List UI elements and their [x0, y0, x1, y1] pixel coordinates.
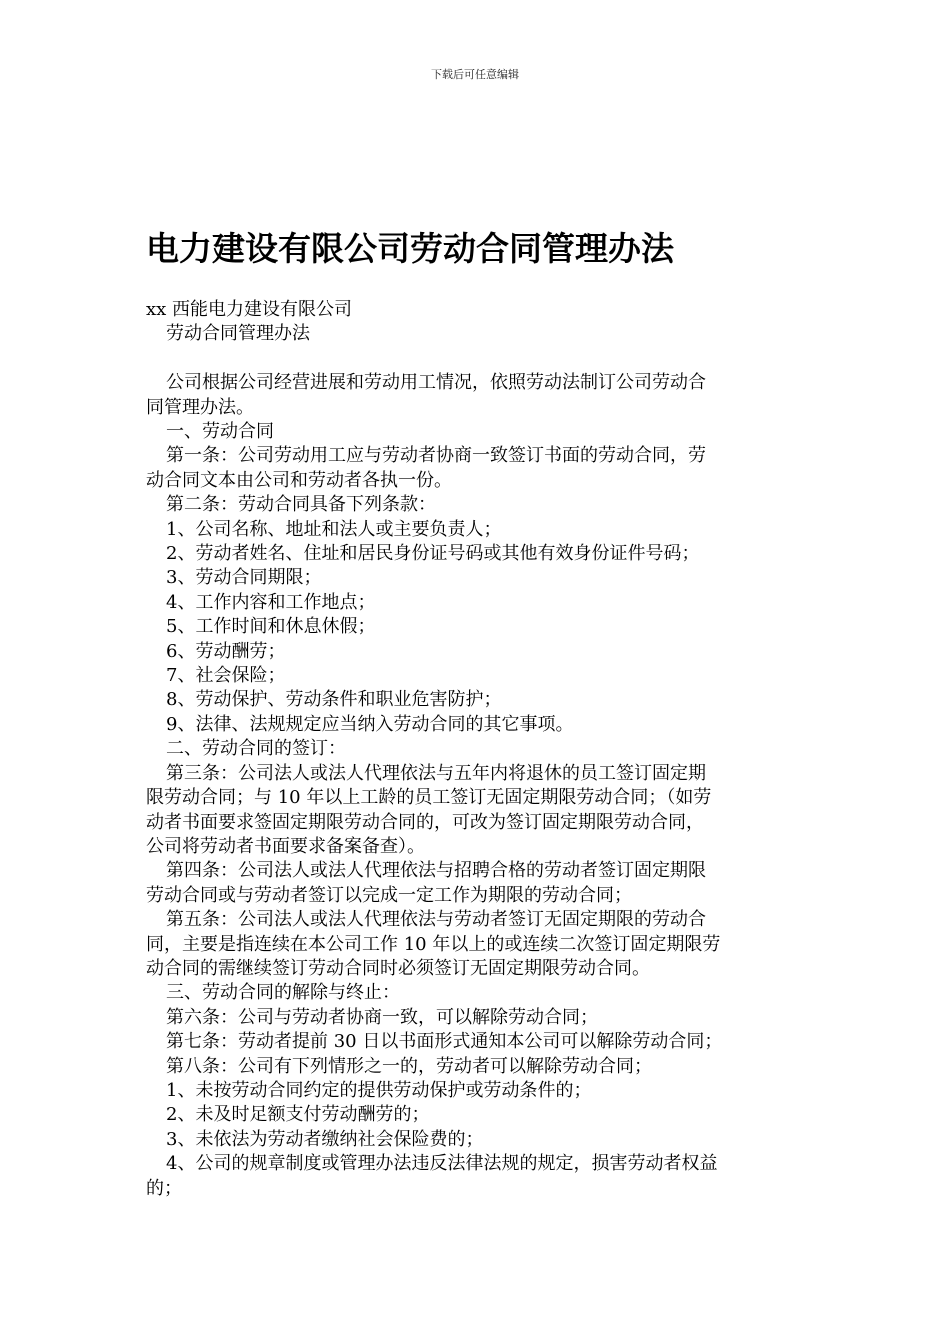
list-item: 4、工作内容和工作地点；	[166, 591, 376, 613]
list-item: 1、公司名称、地址和法人或主要负责人；	[166, 518, 502, 540]
list-item-line: 4、公司的规章制度或管理办法违反法律法规的规定，损害劳动者权益	[166, 1153, 718, 1175]
list-item: 3、劳动合同期限；	[166, 567, 322, 589]
company-name: xx 西能电力建设有限公司	[146, 299, 353, 320]
article-line: 动合同文本由公司和劳动者各执一份。	[146, 469, 452, 491]
article-line: 第五条：公司法人或法人代理依法与劳动者签订无固定期限的劳动合	[166, 909, 706, 931]
list-item: 6、劳动酬劳；	[166, 640, 286, 662]
article-line: 第一条：公司劳动用工应与劳动者协商一致签订书面的劳动合同，劳	[166, 445, 706, 467]
section-heading-3: 三、劳动合同的解除与终止：	[166, 982, 400, 1004]
article-5	[146, 908, 812, 981]
list-item: 9、法律、法规规定应当纳入劳动合同的其它事项。	[166, 713, 574, 735]
article-7: 第七条：劳动者提前 30 日以书面形式通知本公司可以解除劳动合同；	[166, 1031, 723, 1053]
page-header-note: 下载后可任意编辑	[431, 68, 519, 81]
article-8: 第八条：公司有下列情形之一的，劳动者可以解除劳动合同；	[166, 1055, 652, 1077]
document-title: 电力建设有限公司劳动合同管理办法	[146, 229, 674, 268]
article-line: 动合同的需继续签订劳动合同时必须签订无固定期限劳动合同。	[146, 957, 650, 979]
list-item-4	[146, 1152, 812, 1201]
list-item: 7、社会保险；	[166, 665, 286, 687]
article-2: 第二条：劳动合同具备下列条款：	[166, 494, 436, 516]
article-line: 动者书面要求签固定期限劳动合同的，可改为签订固定期限劳动合同，	[146, 811, 704, 833]
article-line: 公司将劳动者书面要求备案备查）。	[146, 835, 425, 857]
list-item-line: 的；	[146, 1177, 182, 1199]
intro-paragraph	[146, 371, 812, 420]
list-item: 8、劳动保护、劳动条件和职业危害防护；	[166, 689, 502, 711]
list-item: 2、未及时足额支付劳动酬劳的；	[166, 1104, 430, 1126]
article-line: 同，主要是指连续在本公司工作 10 年以上的或连续二次签订固定期限劳	[146, 933, 721, 955]
article-line: 劳动合同或与劳动者签订以完成一定工作为期限的劳动合同；	[146, 884, 632, 906]
article-line: 限劳动合同；与 10 年以上工龄的员工签订无固定期限劳动合同；（如劳	[146, 787, 712, 809]
article-line: 第三条：公司法人或法人代理依法与五年内将退休的员工签订固定期	[166, 762, 706, 784]
document-body	[146, 298, 812, 1201]
intro-line: 公司根据公司经营进展和劳动用工情况，依照劳动法制订公司劳动合	[166, 372, 706, 394]
article-3	[146, 762, 812, 860]
spacer	[146, 347, 812, 371]
list-item: 3、未依法为劳动者缴纳社会保险费的；	[166, 1128, 484, 1150]
section-heading-1: 一、劳动合同	[166, 421, 274, 443]
article-6: 第六条：公司与劳动者协商一致，可以解除劳动合同；	[166, 1006, 598, 1028]
article-1	[146, 444, 812, 493]
document-subtitle: 劳动合同管理办法	[166, 323, 310, 345]
article-line: 第四条：公司法人或法人代理依法与招聘合格的劳动者签订固定期限	[166, 860, 706, 882]
intro-line: 同管理办法。	[146, 396, 254, 418]
article-4	[146, 859, 812, 908]
section-heading-2: 二、劳动合同的签订：	[166, 738, 346, 760]
list-item: 5、工作时间和休息休假；	[166, 616, 376, 638]
list-item: 1、未按劳动合同约定的提供劳动保护或劳动条件的；	[166, 1079, 592, 1101]
list-item: 2、劳动者姓名、住址和居民身份证号码或其他有效身份证件号码；	[166, 543, 700, 565]
